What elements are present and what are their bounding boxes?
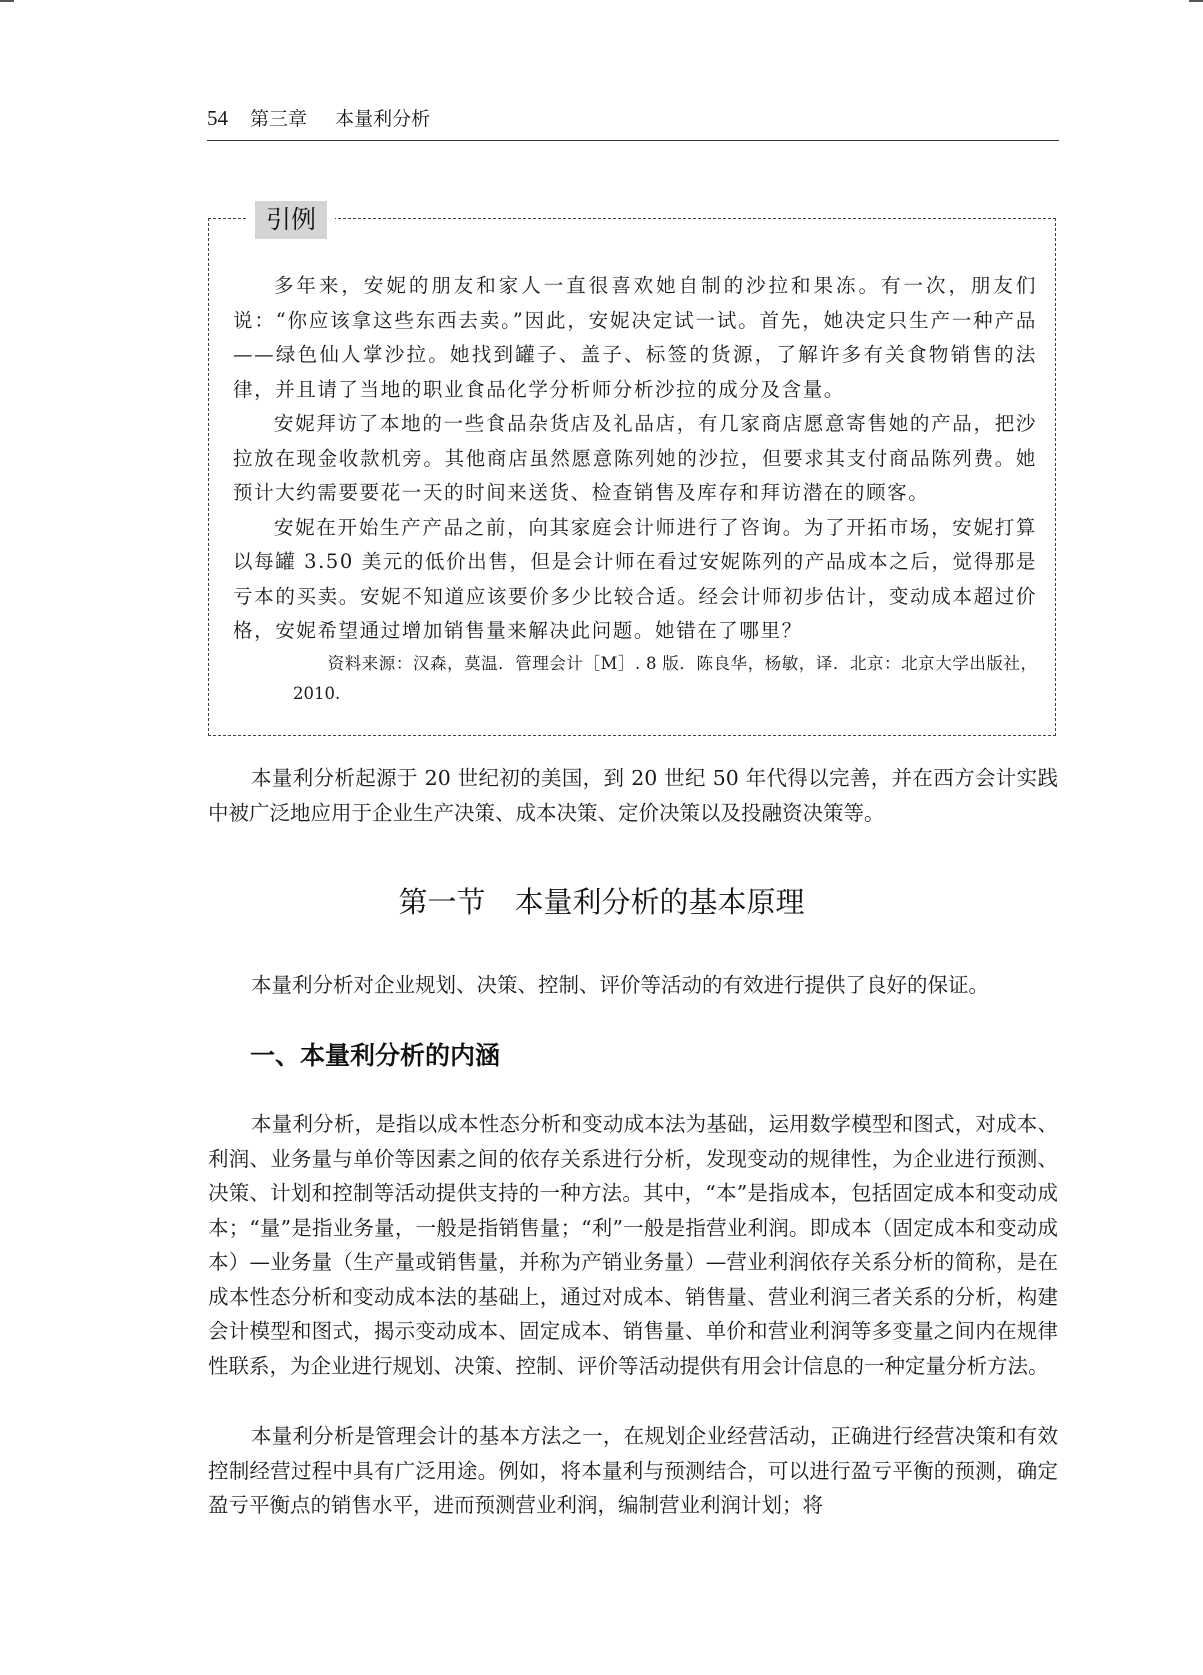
example-tag: 引例 (247, 201, 335, 239)
example-body (233, 269, 1037, 709)
body-paragraph: 本量利分析，是指以成本性态分析和变动成本法为基础，运用数学模型和图式，对成本、利润、业务量与单价等因素之间的依存关系进行分析，发现变动的规律性，为企业进行预测、决策、计划和控制等活动提供支持的一种方法。其中，“本”是指成本，包括固定成本和变动成本；“量”是指业务量，一般是指销售量；“利”一般是指营业利润。即成本（固定成本和变动成本）—业务量（生产量或销售量，并称为产销业务量）—营业利润依存关系分析的简称，是在成本性态分析和变动成本法的基础上，通过对成本、销售量、营业利润三者关系的分析，构建会计模型和图式，揭示变动成本、固定成本、销售量、单价和营业利润等多变量之间内在规律性联系，为企业进行规划、决策、控制、评价等活动提供有用会计信息的一种定量分析方法。 (208, 1112, 1058, 1378)
example-source: 资料来源：汉森，莫温．管理会计［M］. 8 版．陈良华，杨敏，译．北京：北京大学出版社，2010. (293, 653, 1037, 703)
example-paragraph: 多年来，安妮的朋友和家人一直很喜欢她自制的沙拉和果冻。有一次，朋友们说：“你应该拿这些东西去卖。”因此，安妮决定试一试。首先，她决定只生产一种产品——绿色仙人掌沙拉。她找到罐子、盖子、标签的货源，了解许多有关食物销售的法律，并且请了当地的职业食品化学分析师分析沙拉的成分及含量。 (233, 274, 1037, 401)
subsection-title: 一、本量利分析的内涵 (250, 1041, 501, 1070)
section-summary: 本量利分析对企业规划、决策、控制、评价等活动的有效进行提供了良好的保证。 (251, 973, 990, 997)
crop-mark-right (1189, 0, 1203, 2)
body-paragraph: 本量利分析是管理会计的基本方法之一，在规划企业经营活动，正确进行经营决策和有效控制经营过程中具有广泛用途。例如，将本量利与预测结合，可以进行盈亏平衡的预测，确定盈亏平衡点的销售水平，进而预测营业利润，编制营业利润计划；将 (208, 1424, 1058, 1517)
page-number: 54 (207, 106, 228, 130)
example-paragraph: 安妮拜访了本地的一些食品杂货店及礼品店，有几家商店愿意寄售她的产品，把沙拉放在现金收款机旁。其他商店虽然愿意陈列她的沙拉，但要求其支付商品陈列费。她预计大约需要要花一天的时间来送货、检查销售及库存和拜访潜在的顾客。 (233, 412, 1037, 504)
crop-mark-left (0, 0, 14, 2)
chapter-title: 本量利分析 (335, 108, 431, 130)
example-paragraph: 安妮在开始生产产品之前，向其家庭会计师进行了咨询。为了开拓市场，安妮打算以每罐 3.50 美元的低价出售，但是会计师在看过安妮陈列的产品成本之后，觉得那是亏本的买卖。安妮不知道应该要价多少比较合适。经会计师初步估计，变动成本超过价格，安妮希望通过增加销售量来解决此问题。她错在了哪里？ (233, 515, 1037, 642)
example-box (208, 205, 1056, 736)
section-title: 第一节 本量利分析的基本原理 (398, 885, 805, 919)
running-header (207, 104, 1059, 141)
intro-paragraph: 本量利分析起源于 20 世纪初的美国，到 20 世纪 50 年代得以完善，并在西方会计实践中被广泛地应用于企业生产决策、成本决策、定价决策以及投融资决策等。 (208, 766, 1058, 825)
chapter-label: 第三章 (250, 108, 308, 130)
